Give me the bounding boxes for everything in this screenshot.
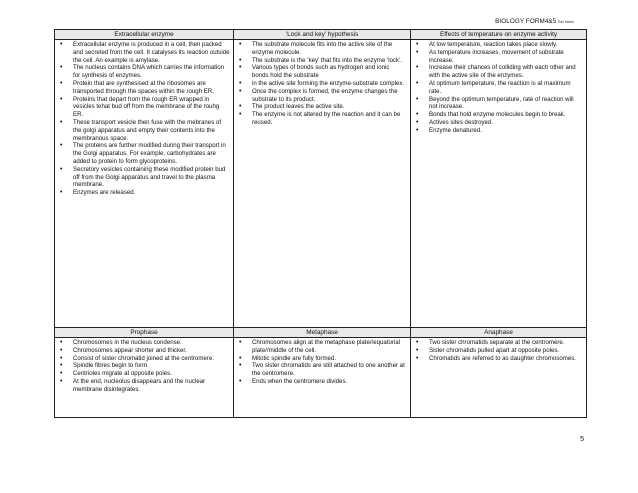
anaphase-cell [411, 338, 587, 418]
header-title: BIOLOGY FORM4&5 [495, 18, 557, 25]
bullet-item: • The enzyme is not altered by the reaction and it can be reused. [234, 111, 407, 127]
bullet-item: • in the active site forming the enzyme-substrate complex. [234, 80, 407, 88]
bullet-item: • Beyond the optimum temperature, rate of reaction will not increase. [411, 96, 583, 112]
bullet-item: • Sister chromatids pulled apart at opposite poles. [411, 347, 583, 355]
bullet-item: • Two sister chromatids are still attached to one another at the centromere. [234, 362, 407, 378]
metaphase-list [234, 339, 410, 386]
bullet-item: • Spindle fibres begin to form. [55, 362, 230, 370]
bullet-item: • Consist of sister chromatid joined at the centromere. [55, 355, 230, 363]
bullet-item: • Bonds that hold enzyme molecules begin to break. [411, 111, 583, 119]
bullet-item: • Enzyme denatured. [411, 127, 583, 135]
bullet-item: • The proteins are further modified during their transport in the Golgi apparatus. For example, carbohydrates are added to protein to form glycoproteins. [55, 142, 230, 165]
lock-and-key-cell [234, 40, 411, 328]
bullet-item: • Chromosomes in the nucleus condense. [55, 339, 230, 347]
bullet-item: • At low temperature, reaction takes place slowly. [411, 41, 583, 49]
bullet-item: • These transport vesicle then fuse with the mebranes of the golgi apparatus and empty their contents into the membranous space. [55, 119, 230, 142]
bullet-item: • At the end, nucleolus disappears and the nuclear membrane disintegrates. [55, 378, 230, 394]
bullet-item: • Actives sites destroyed. [411, 119, 583, 127]
bullet-item: • Enzymes are released. [55, 189, 230, 197]
bullet-item: • Two sister chromatids separate at the centromere. [411, 339, 583, 347]
bullet-item: • Once the complex is formed, the enzyme changes the substrate to its product. [234, 88, 407, 104]
bullet-item: • Chromosomes align at the metaphase plate//equatorial plate//middle of the cell. [234, 339, 407, 355]
bullet-item: • The substrate is the ‘key’ that fits into the enzyme ‘lock’. [234, 57, 407, 65]
header-metaphase: Metaphase [234, 328, 411, 338]
page-number: 5 [580, 436, 584, 443]
bullet-item: • Proteins that depart from the rough ER wrapped in vesicles tehat bud off from the membrane of the rouhg ER. [55, 96, 230, 119]
header-lock-and-key: ‘Lock and key’ hypothesis [234, 30, 411, 40]
header-extracellular-enzyme: Extracellular enzyme [55, 30, 234, 40]
header-subtitle: Edu Notes [558, 20, 574, 24]
bullet-item: • Ends when the centromere divides. [234, 378, 407, 386]
header-temperature-effects: Effects of temperature on enzyme activity [411, 30, 587, 40]
page-header [495, 18, 574, 25]
bullet-item: • Protein that are synthesised at the ribosomes are transported through the spaces within the rough ER. [55, 80, 230, 96]
bullet-item: • The substrate molecule fits into the active site of the enzyme molecule. [234, 41, 407, 57]
temperature-effects-cell [411, 40, 587, 328]
header-anaphase: Anaphase [411, 328, 587, 338]
header-prophase: Prophase [55, 328, 234, 338]
notes-table [54, 29, 587, 418]
lock-and-key-list [234, 41, 410, 127]
bullet-item: • Various types of bonds such as hydrogen and ionic bonds hold the substrate [234, 64, 407, 80]
bullet-item: • Centrioles migrate at opposite poles. [55, 370, 230, 378]
extracellular-enzyme-cell [55, 40, 234, 328]
temperature-effects-list [411, 41, 586, 135]
bullet-item: • Secretory vesicles containing these modified protein bud off from the Golgi apparatus and travel to the plasma membrane. [55, 166, 230, 189]
bullet-item: • As temperature increases, movement of substrate increase. [411, 49, 583, 65]
prophase-cell [55, 338, 234, 418]
bullet-item: • Increase their chances of colliding with each other and with the active site of the enzymes. [411, 64, 583, 80]
bullet-item: • At optimum temperature, the reaction is at maximum rate. [411, 80, 583, 96]
bullet-item: • The product leaves the active site. [234, 103, 407, 111]
bullet-item: • Extracellular enzyme is produced in a cell, then packed and secreted from the cell. It catalyses its reaction outside the cell. An example is amylase. [55, 41, 230, 64]
anaphase-list [411, 339, 586, 362]
metaphase-cell [234, 338, 411, 418]
bullet-item: • The nucleus contains DNA which carries the information for synthesis of enzymes. [55, 64, 230, 80]
bullet-item: • Chromosomes appear shorter and thicker. [55, 347, 230, 355]
extracellular-enzyme-list [55, 41, 233, 197]
prophase-list [55, 339, 233, 394]
bullet-item: • Chromatids are referred to as daughter chromosomes. [411, 355, 583, 363]
bullet-item: • Mitotic spindle are fully formed. [234, 355, 407, 363]
